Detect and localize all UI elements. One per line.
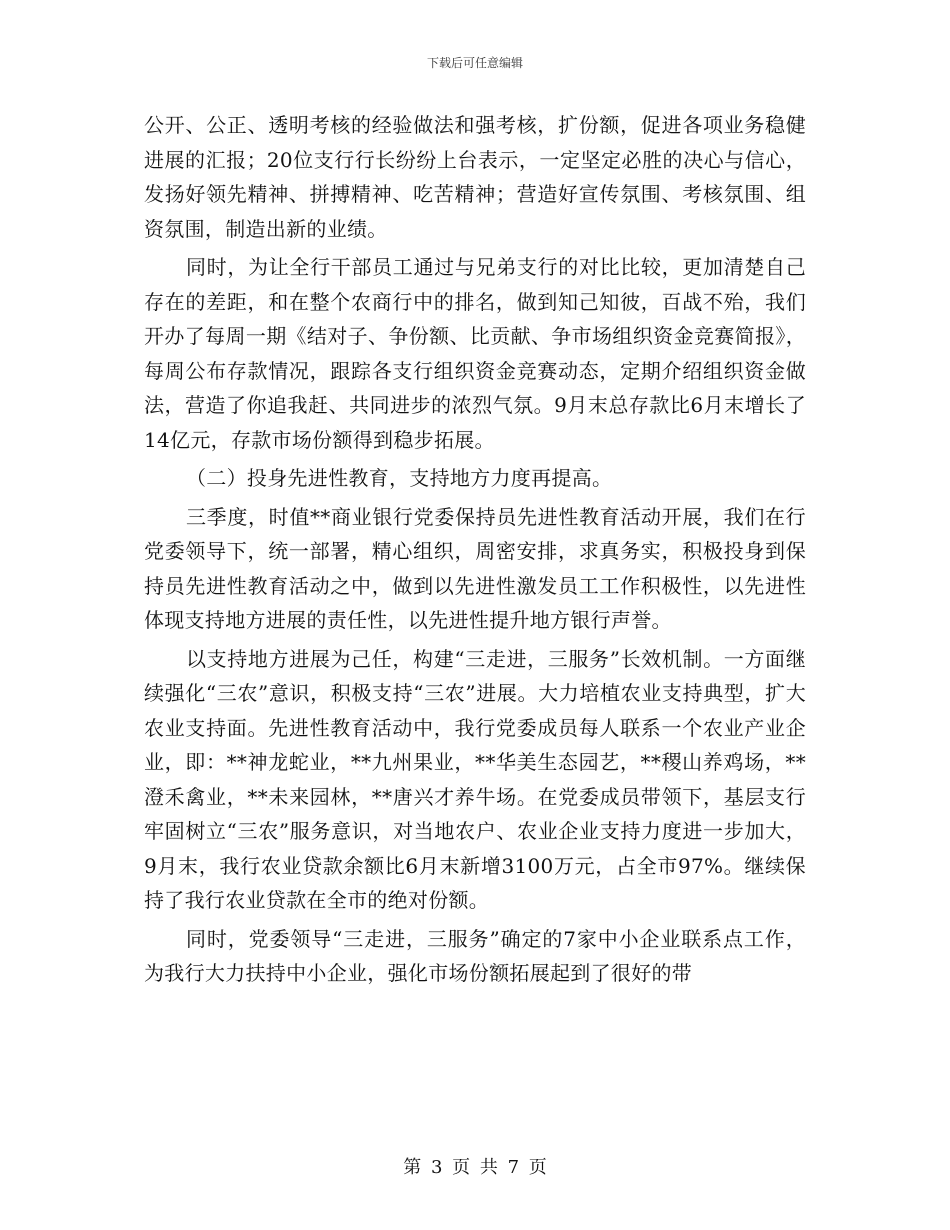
paragraph-5: 同时，党委领导“三走进，三服务”确定的7家中小企业联系点工作，为我行大力扶持中小企业，强化市场份额拓展起到了很好的带 [144,926,806,985]
paragraph-3: 三季度，时值**商业银行党委保持员先进性教育活动开展，我们在行党委领导下，统一部署，精心组织，周密安排，求真务实，积极投身到保持员先进性教育活动之中，做到以先进性激发员工工作积极性，以先进性体现支持地方进展的责任性，以先进性提升地方银行声誉。 [144,504,806,632]
page-number: 第 3 页 共 7 页 [403,1157,547,1178]
paragraph-2: 同时，为让全行干部员工通过与兄弟支行的对比比较，更加清楚自己存在的差距，和在整个农商行中的排名，做到知己知彼，百战不殆，我们开办了每周一期《结对子、争份额、比贡献、争市场组织资金竞赛简报》，每周公布存款情况，跟踪各支行组织资金竞赛动态，定期介绍组织资金做法，营造了你追我赶、共同进步的浓烈气氛。9月末总存款比6月末增长了14亿元，存款市场份额得到稳步拓展。 [144,255,806,452]
document-body [144,108,806,995]
paragraph-4: 以支持地方进展为己任，构建“三走进，三服务”长效机制。一方面继续强化“三农”意识，积极支持“三农”进展。大力培植农业支持典型，扩大农业支持面。先进性教育活动中，我行党委成员每人联系一个农业产业企业，即：**神龙蛇业，**九州果业，**华美生态园艺，**稷山养鸡场，**澄禾禽业，**未来园林，**唐兴才养牛场。在党委成员带领下，基层支行牢固树立“三农”服务意识，对当地农户、农业企业支持力度进一步加大，9月末，我行农业贷款余额比6月末新增3100万元，占全市97%。继续保持了我行农业贷款在全市的绝对份额。 [144,646,806,912]
section-heading: （二）投身先进性教育，支持地方力度再提高。 [186,466,613,490]
page-header-note: 下载后可任意编辑 [426,56,523,70]
paragraph-1: 公开、公正、透明考核的经验做法和强考核，扩份额，促进各项业务稳健进展的汇报；20位支行行长纷纷上台表示，一定坚定必胜的决心与信心，发扬好领先精神、拼搏精神、吃苦精神；营造好宣传氛围、考核氛围、组资氛围，制造出新的业绩。 [144,113,806,241]
